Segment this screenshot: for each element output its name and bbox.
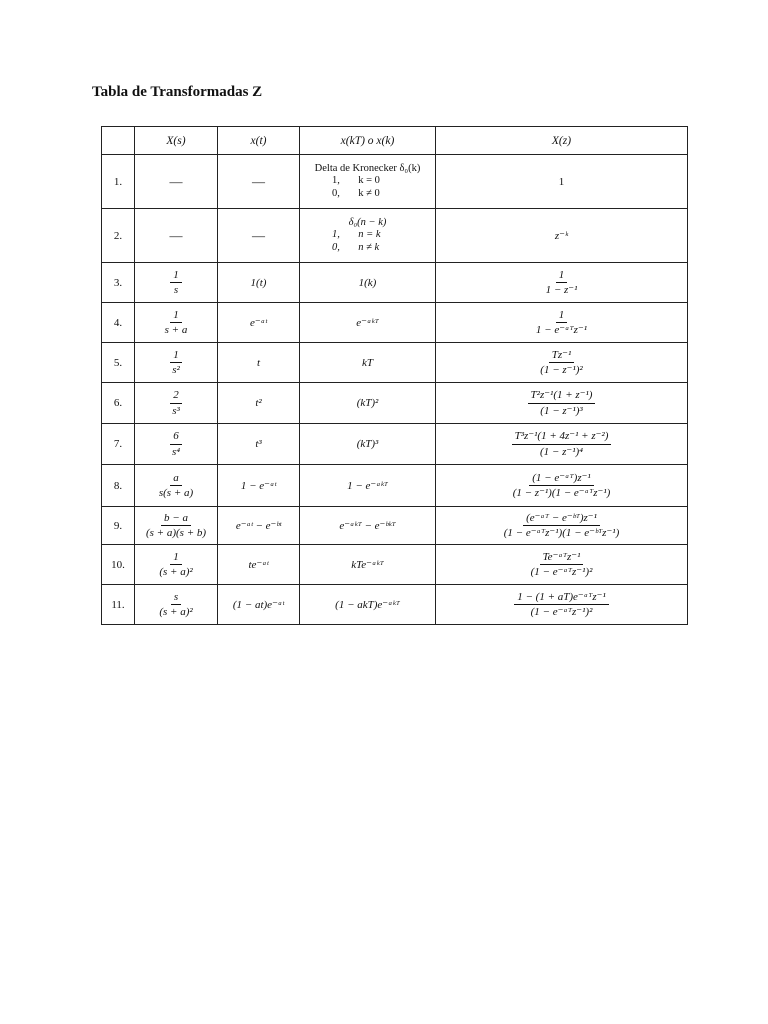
shifted-delta-case-1: 1, n = k bbox=[332, 229, 381, 241]
xz-denominator: (1 − e⁻ᵃᵀz⁻¹)(1 − e⁻ᵇᵀz⁻¹) bbox=[503, 527, 620, 539]
xz-denominator: (1 − z⁻¹)⁴ bbox=[540, 445, 583, 458]
cell-xk: 1(k) bbox=[300, 263, 436, 303]
table-row bbox=[102, 383, 688, 424]
xz-numerator: 1 − (1 + aT)e⁻ᵃᵀz⁻¹ bbox=[514, 591, 609, 605]
xs-numerator: 1 bbox=[170, 309, 182, 323]
kronecker-label: Delta de Kronecker δ₀(k) bbox=[314, 163, 421, 175]
kronecker-case-0: 0, k ≠ 0 bbox=[332, 187, 380, 199]
cell-xt: — bbox=[218, 155, 300, 209]
cell-xt: te⁻ᵃᵗ bbox=[218, 545, 300, 585]
xz-denominator: (1 − z⁻¹)³ bbox=[540, 404, 583, 417]
xz-denominator: (1 − z⁻¹)(1 − e⁻ᵃᵀz⁻¹) bbox=[512, 487, 611, 499]
cell-xk: e⁻ᵃᵏᵀ bbox=[300, 303, 436, 343]
cell-xk: 1 − e⁻ᵃᵏᵀ bbox=[300, 465, 436, 507]
shifted-delta-case-0: 0, n ≠ k bbox=[332, 241, 380, 253]
cell-xt: e⁻ᵃᵗ − e⁻ᵇᵗ bbox=[218, 507, 300, 545]
cell-xk: (kT)² bbox=[300, 383, 436, 424]
cell-xk: kT bbox=[300, 343, 436, 383]
xs-numerator: 6 bbox=[170, 430, 182, 444]
cell-xt: t³ bbox=[218, 424, 300, 465]
cell-xz: 1 bbox=[436, 155, 688, 209]
row-number: 9. bbox=[102, 507, 135, 545]
xs-denominator: s³ bbox=[172, 404, 180, 417]
xs-numerator: s bbox=[171, 591, 181, 605]
cell-xz bbox=[436, 465, 688, 507]
cell-xk: kTe⁻ᵃᵏᵀ bbox=[300, 545, 436, 585]
xz-numerator: 1 bbox=[556, 309, 568, 323]
xs-denominator: s² bbox=[172, 364, 180, 376]
xz-numerator: Tz⁻¹ bbox=[549, 349, 575, 363]
cell-xs bbox=[135, 585, 218, 625]
xs-numerator: 2 bbox=[170, 389, 182, 403]
cell-xz bbox=[436, 303, 688, 343]
cell-xz bbox=[436, 383, 688, 424]
table-row bbox=[102, 545, 688, 585]
table-row bbox=[102, 303, 688, 343]
cell-xs: — bbox=[135, 155, 218, 209]
table-row bbox=[102, 465, 688, 507]
row-number: 1. bbox=[102, 155, 135, 209]
row-number: 4. bbox=[102, 303, 135, 343]
header-num bbox=[102, 127, 135, 155]
cell-xz bbox=[436, 585, 688, 625]
cell-xt: 1 − e⁻ᵃᵗ bbox=[218, 465, 300, 507]
cell-xk bbox=[300, 155, 436, 209]
cell-xt: 1(t) bbox=[218, 263, 300, 303]
xs-denominator: s⁴ bbox=[171, 445, 181, 458]
header-xk: x(kT) o x(k) bbox=[300, 127, 436, 155]
cell-xs bbox=[135, 383, 218, 424]
xz-denominator: (1 − z⁻¹)² bbox=[540, 364, 583, 376]
xs-numerator: a bbox=[170, 472, 182, 486]
xs-denominator: (s + a)² bbox=[159, 566, 193, 578]
row-number: 10. bbox=[102, 545, 135, 585]
xs-denominator: s(s + a) bbox=[158, 487, 194, 499]
cell-xt: t² bbox=[218, 383, 300, 424]
row-number: 2. bbox=[102, 209, 135, 263]
xs-denominator: (s + a)(s + b) bbox=[145, 527, 207, 539]
cell-xk: e⁻ᵃᵏᵀ − e⁻ᵇᵏᵀ bbox=[300, 507, 436, 545]
table-row bbox=[102, 155, 688, 209]
cell-xt: (1 − at)e⁻ᵃᵗ bbox=[218, 585, 300, 625]
xs-denominator: (s + a)² bbox=[159, 606, 193, 618]
header-xs: X(s) bbox=[135, 127, 218, 155]
cell-xs: — bbox=[135, 209, 218, 263]
row-number: 8. bbox=[102, 465, 135, 507]
table-row bbox=[102, 507, 688, 545]
page-title: Tabla de Transformadas Z bbox=[92, 84, 263, 100]
shifted-delta-label: δ₀(n − k) bbox=[348, 217, 387, 229]
cell-xt: — bbox=[218, 209, 300, 263]
table-row bbox=[102, 585, 688, 625]
cell-xs bbox=[135, 465, 218, 507]
row-number: 3. bbox=[102, 263, 135, 303]
cell-xs bbox=[135, 424, 218, 465]
cell-xz bbox=[436, 424, 688, 465]
xs-numerator: 1 bbox=[170, 349, 182, 363]
cell-xs bbox=[135, 545, 218, 585]
table-row bbox=[102, 263, 688, 303]
xz-denominator: (1 − e⁻ᵃᵀz⁻¹)² bbox=[530, 566, 593, 578]
cell-xk bbox=[300, 209, 436, 263]
row-number: 7. bbox=[102, 424, 135, 465]
cell-xs bbox=[135, 507, 218, 545]
header-xt: x(t) bbox=[218, 127, 300, 155]
table-row bbox=[102, 343, 688, 383]
xs-numerator: 1 bbox=[170, 551, 182, 565]
cell-xt: t bbox=[218, 343, 300, 383]
xs-numerator: b − a bbox=[161, 512, 191, 526]
xz-numerator: T²z⁻¹(1 + z⁻¹) bbox=[528, 389, 596, 403]
xz-numerator: 1 bbox=[556, 269, 568, 283]
xs-denominator: s + a bbox=[164, 324, 188, 336]
cell-xt: e⁻ᵃᵗ bbox=[218, 303, 300, 343]
row-number: 6. bbox=[102, 383, 135, 424]
xs-denominator: s bbox=[173, 284, 179, 296]
xz-denominator: 1 − e⁻ᵃᵀz⁻¹ bbox=[535, 324, 588, 336]
row-number: 11. bbox=[102, 585, 135, 625]
table-row bbox=[102, 209, 688, 263]
cell-xz bbox=[436, 545, 688, 585]
xz-numerator: (1 − e⁻ᵃᵀ)z⁻¹ bbox=[529, 472, 593, 486]
cell-xk: (kT)³ bbox=[300, 424, 436, 465]
xz-denominator: (1 − e⁻ᵃᵀz⁻¹)² bbox=[530, 606, 593, 618]
xz-denominator: 1 − z⁻¹ bbox=[545, 284, 578, 296]
xz-numerator: (e⁻ᵃᵀ − e⁻ᵇᵀ)z⁻¹ bbox=[523, 512, 600, 526]
row-number: 5. bbox=[102, 343, 135, 383]
cell-xs bbox=[135, 303, 218, 343]
z-transform-table bbox=[101, 126, 688, 625]
kronecker-case-1: 1, k = 0 bbox=[332, 175, 380, 187]
xz-numerator: T³z⁻¹(1 + 4z⁻¹ + z⁻²) bbox=[512, 430, 612, 444]
xz-numerator: Te⁻ᵃᵀz⁻¹ bbox=[540, 551, 584, 565]
header-xz: X(z) bbox=[436, 127, 688, 155]
cell-xz bbox=[436, 507, 688, 545]
cell-xs bbox=[135, 343, 218, 383]
header-row bbox=[102, 127, 688, 155]
table-row bbox=[102, 424, 688, 465]
cell-xk: (1 − akT)e⁻ᵃᵏᵀ bbox=[300, 585, 436, 625]
xs-numerator: 1 bbox=[170, 269, 182, 283]
cell-xs bbox=[135, 263, 218, 303]
cell-xz bbox=[436, 343, 688, 383]
cell-xz bbox=[436, 263, 688, 303]
cell-xz: z⁻ᵏ bbox=[436, 209, 688, 263]
